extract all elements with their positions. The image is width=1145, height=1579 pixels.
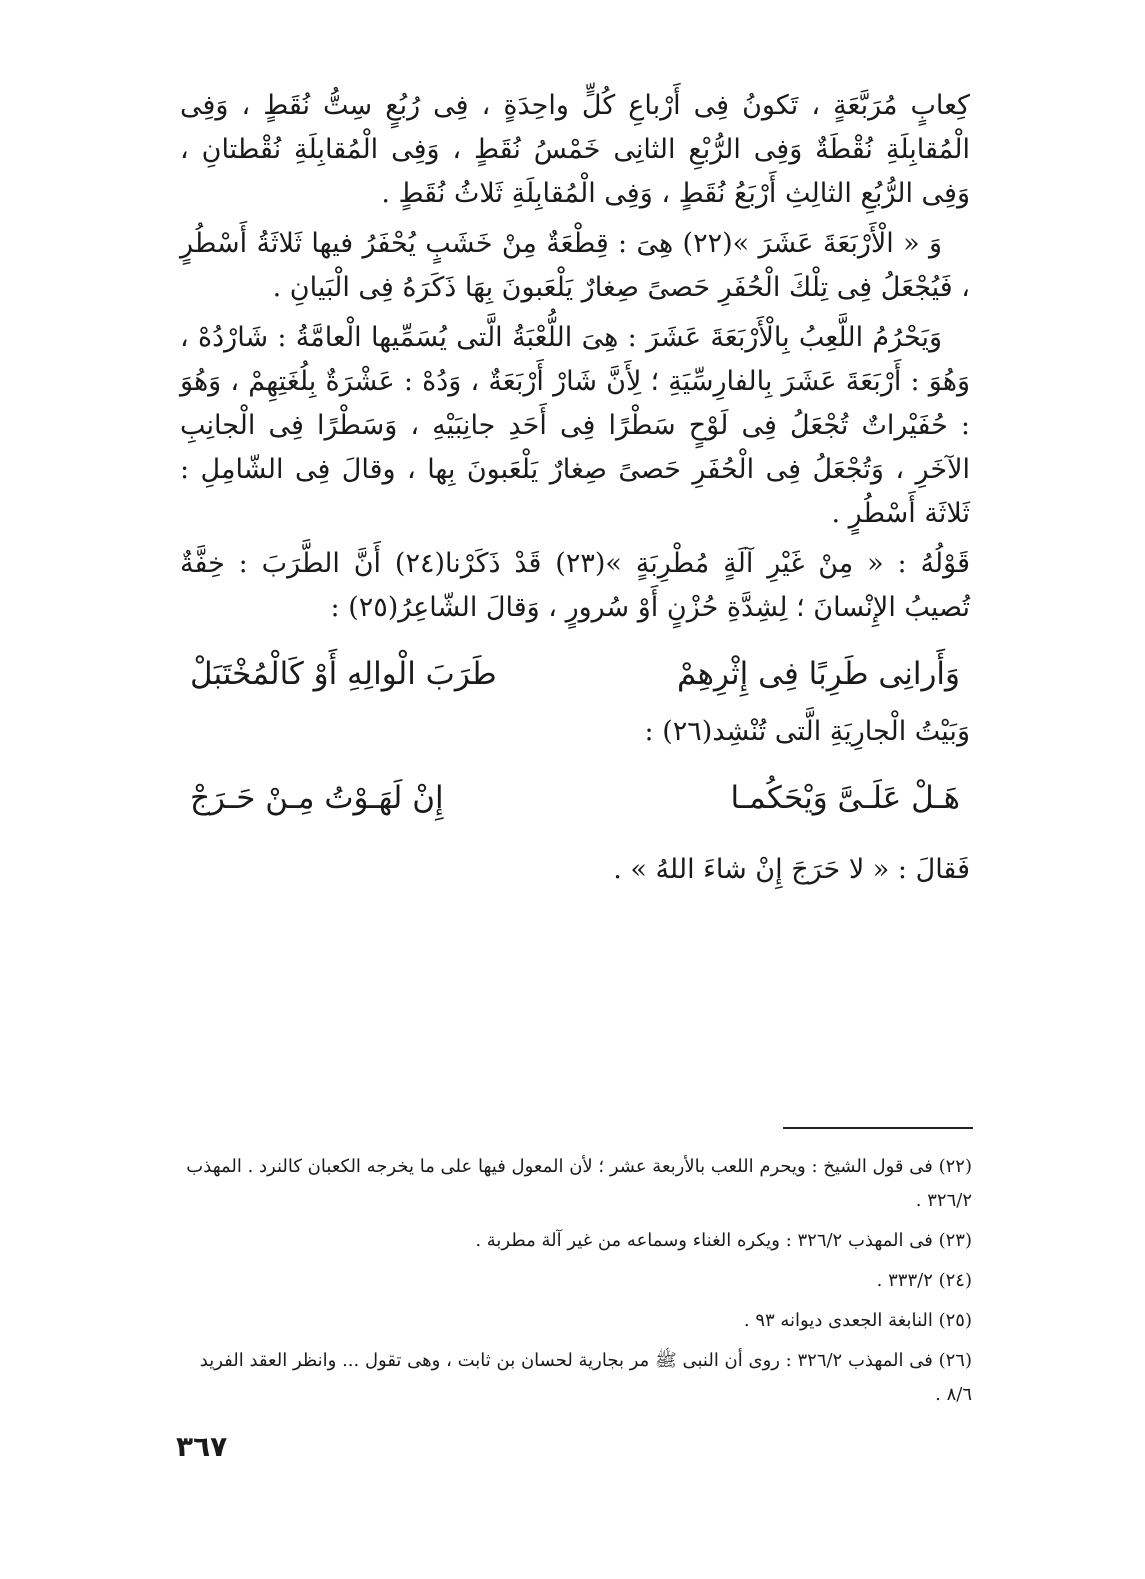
verse-2 (180, 772, 970, 824)
footnotes-block (180, 1150, 972, 1418)
verse-1 (180, 648, 970, 700)
footnote-23: (٢٣) فى المهذب ٣٢٦/٢ : ويكره الغناء وسماعه من غير آلة مطربة . (475, 1230, 972, 1251)
closing-line: فَقالَ : « لا حَرَجَ إِنْ شاءَ اللهُ » . (613, 854, 970, 885)
page-number: ٣٦٧ (176, 1430, 228, 1463)
footnote-25: (٢٥) النابغة الجعدى ديوانه ٩٣ . (743, 1310, 972, 1331)
paragraph-3: وَيَحْرُمُ اللَّعِبُ بِالْأَرْبَعَةَ عَشَرَ : هِىَ اللُّعْبَةُ الَّتى يُسَمِّيها الْعامَّةُ : شَارْدُهْ ، وَهُوَ : أَرْبَعَةَ عَشَرَ بِالفارِسِّيَةِ ؛ لِأَنَّ شَارْ أَرْبَعَةٌ ، وَدُهْ : عَشْرَةٌ بِلُغَتِهِمْ ، وَهُوَ : حُفَيْراتٌ تُجْعَلُ فِى لَوْحٍ سَطْرًا فِى أَحَدِ جانِبَيْهِ ، وَسَطْرًا فِى الْجانِبِ الآخَرِ ، وَتُجْعَلُ فِى الْحُفَرِ حَصىً صِغارٌ يَلْعَبونَ بِها ، وقالَ فِى الشّامِلِ : ثَلاثَة أَسْطُرٍ . (180, 322, 970, 529)
paragraph-2: وَ « الْأَرْبَعَةَ عَشَرَ »(٢٢) هِىَ : قِطْعَةٌ مِنْ خَشَبٍ يُحْفَرُ فيها ثَلاثَةُ أَسْطُرٍ ، فَيُجْعَلُ فِى تِلْكَ الْحُفَرِ حَصىً صِغارٌ يَلْعَبونَ بِهَا ذَكَرَهُ فِى الْبَيانِ . (180, 228, 970, 303)
verse-1-second-half: طَرَبَ الْوالِهِ أَوْ كَالْمُخْتَبَلْ (190, 656, 497, 692)
footnote-26: (٢٦) فى المهذب ٣٢٦/٢ : روى أن النبى ﷺ مر بجارية لحسان بن ثابت ، وهى تقول ... وانظر العقد الفريد ٨/٦ . (199, 1350, 972, 1405)
paragraph-1: كِعابٍ مُرَبَّعَةٍ ، تَكونُ فِى أَرْباعِ كُلٍّ واحِدَةٍ ، فِى رُبُعٍ سِتُّ نُقَطٍ ، وَفِى الْمُقابِلَةِ نُقْطَةٌ وَفِى الرُّبْعِ الثانِى خَمْسُ نُقَطٍ ، وَفِى الْمُقابِلَةِ نُقْطتانِ ، وَفِى الرُّبُعِ الثالِثِ أَرْبَعُ نُقَطٍ ، وَفِى الْمُقابِلَةِ ثَلاثُ نُقَطٍ . (180, 90, 970, 209)
footnote-24: (٢٤) ٣٣٣/٢ . (876, 1270, 972, 1291)
verse-1-first-half: وَأَرانِى طَرِبًا فِى إِثْرِهِمْ (676, 656, 960, 692)
footnote-22: (٢٢) فى قول الشيخ : ويحرم اللعب بالأربعة عشر ؛ لأن المعول فيها على ما يخرجه الكعبان كالنرد . المهذب ٣٢٦/٢ . (186, 1156, 972, 1211)
paragraph-4: قَوْلُهُ : « مِنْ غَيْرِ آلَةٍ مُطْرِبَةٍ »(٢٣) قَدْ ذَكَرْنا(٢٤) أَنَّ الطَّرَبَ : خِفَّةٌ تُصيبُ الإِنْسانَ ؛ لِشِدَّةِ حُزْنٍ أَوْ سُرورٍ ، وَقالَ الشّاعِرُ(٢٥) : (180, 548, 971, 623)
verse-2-second-half: إِنْ لَهَـوْتُ مِـنْ حَـرَجْ (190, 780, 444, 816)
main-text-block (180, 84, 970, 919)
verse-intro: وَبَيْتُ الْجارِيَةِ الَّتى تُنْشِد(٢٦) : (644, 716, 970, 747)
footnote-divider (783, 1127, 973, 1129)
verse-2-first-half: هَـلْ عَلَـىَّ وَيْحَكُمـا (730, 780, 960, 816)
